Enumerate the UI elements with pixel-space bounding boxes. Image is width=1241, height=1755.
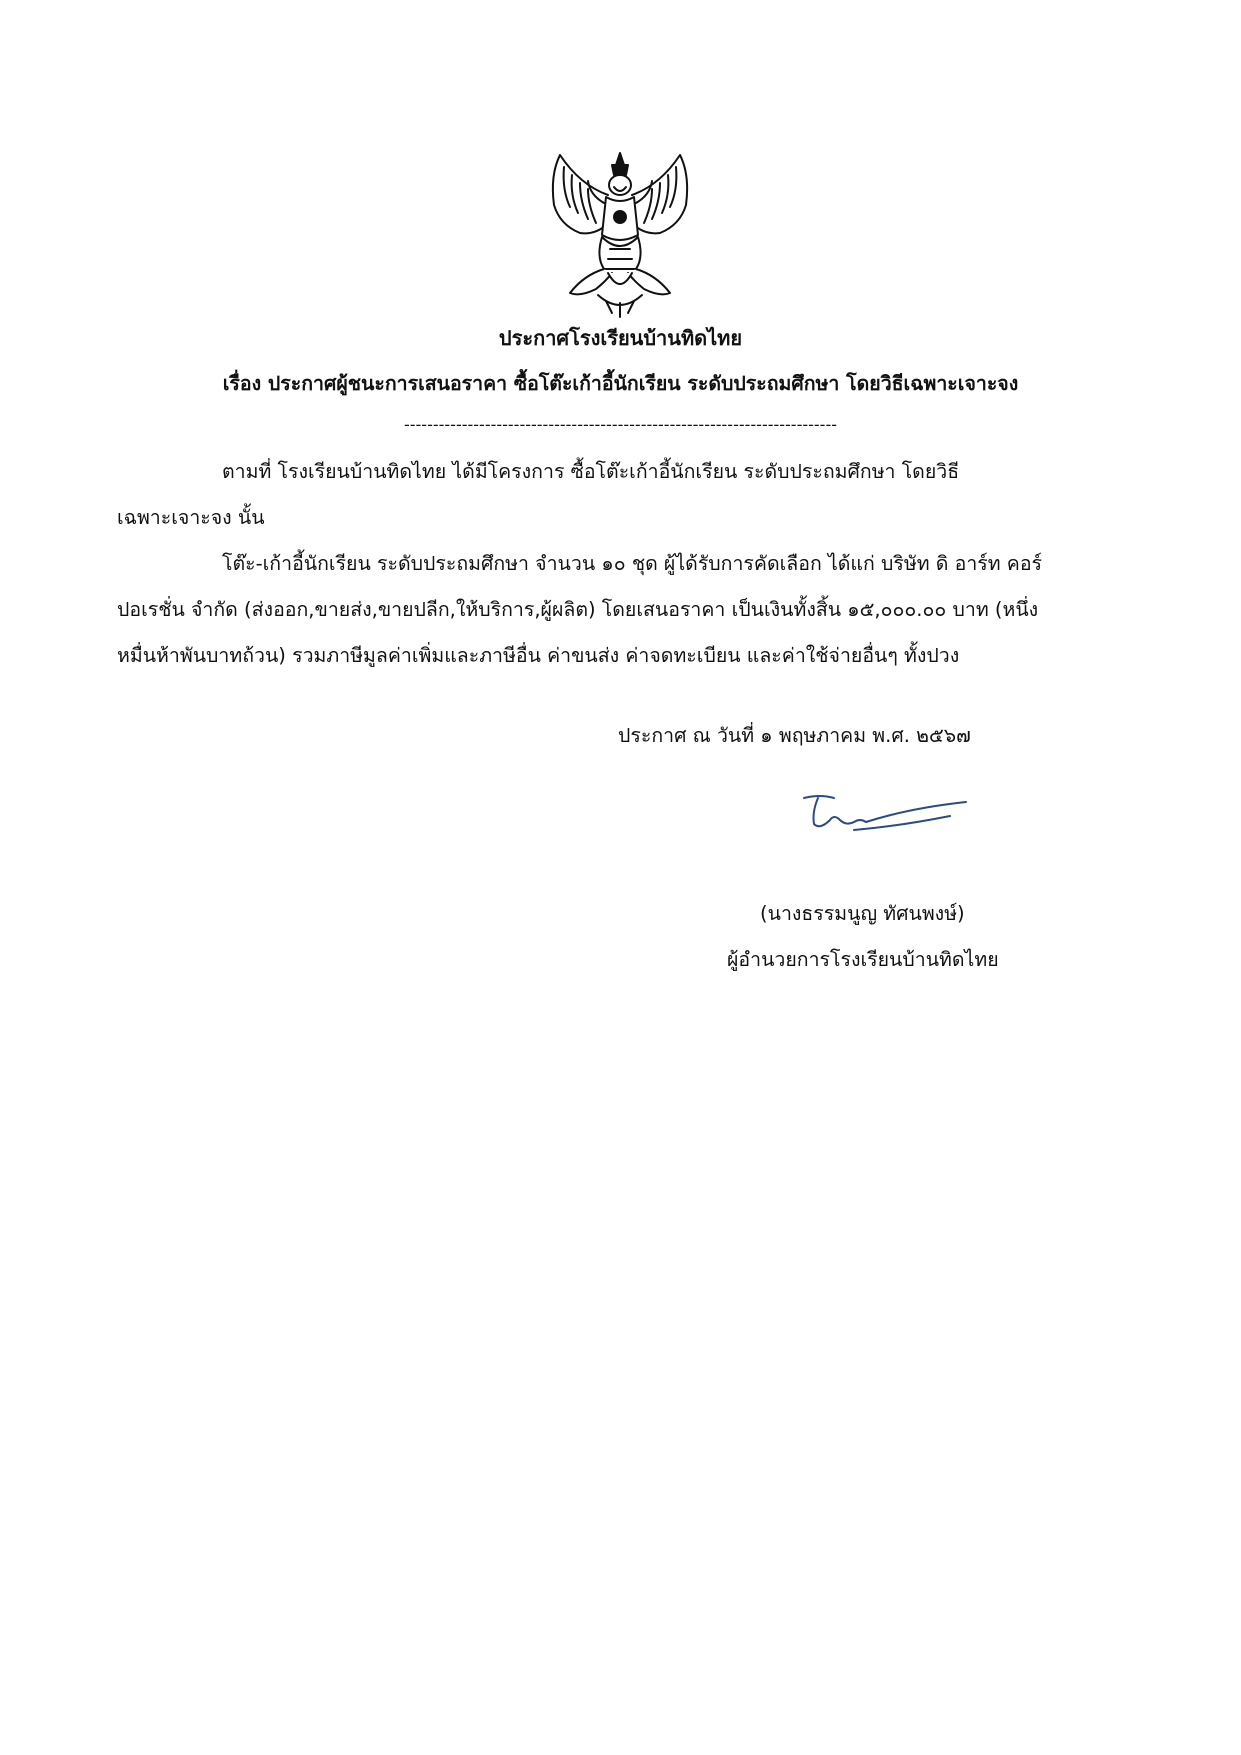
paragraph-2-line-2: ปอเรชั่น จำกัด (ส่งออก,ขายส่ง,ขายปลีก,ให้บริการ,ผู้ผลิต) โดยเสนอราคา เป็นเงินทั้งสิ้น ๑๕,๐๐๐.๐๐ บาท (หนึ่ง [117,598,1039,621]
announcement-title: ประกาศโรงเรียนบ้านทิดไทย [498,326,743,350]
signer-title: ผู้อำนวยการโรงเรียนบ้านทิดไทย [727,948,999,971]
paragraph-2-line-3: หมื่นห้าพันบาทถ้วน) รวมภาษีมูลค่าเพิ่มและภาษีอื่น ค่าขนส่ง ค่าจดทะเบียน และค่าใช้จ่ายอื่นๆ ทั้งปวง [117,644,960,667]
signer-name: (นางธรรมนูญ ทัศนพงษ์) [760,902,965,925]
garuda-emblem-icon [540,145,700,320]
announcement-subject: เรื่อง ประกาศผู้ชนะการเสนอราคา ซื้อโต๊ะเก้าอี้นักเรียน ระดับประถมศึกษา โดยวิธีเฉพาะเจาะจง [222,372,1019,395]
divider-line: --------------------------------------------------------------------------- [403,415,837,434]
paragraph-2-line-1: โต๊ะ-เก้าอี้นักเรียน ระดับประถมศึกษา จำนวน ๑๐ ชุด ผู้ได้รับการคัดเลือก ได้แก่ บริษัท ดิ อาร์ท คอร์ [222,552,1043,575]
signature-icon [800,790,970,850]
paragraph-1-line-1: ตามที่ โรงเรียนบ้านทิดไทย ได้มีโครงการ ซื้อโต๊ะเก้าอี้นักเรียน ระดับประถมศึกษา โดยวิธี [222,460,960,483]
announcement-date: ประกาศ ณ วันที่ ๑ พฤษภาคม พ.ศ. ๒๕๖๗ [618,724,971,747]
paragraph-1-line-2: เฉพาะเจาะจง นั้น [117,506,265,529]
